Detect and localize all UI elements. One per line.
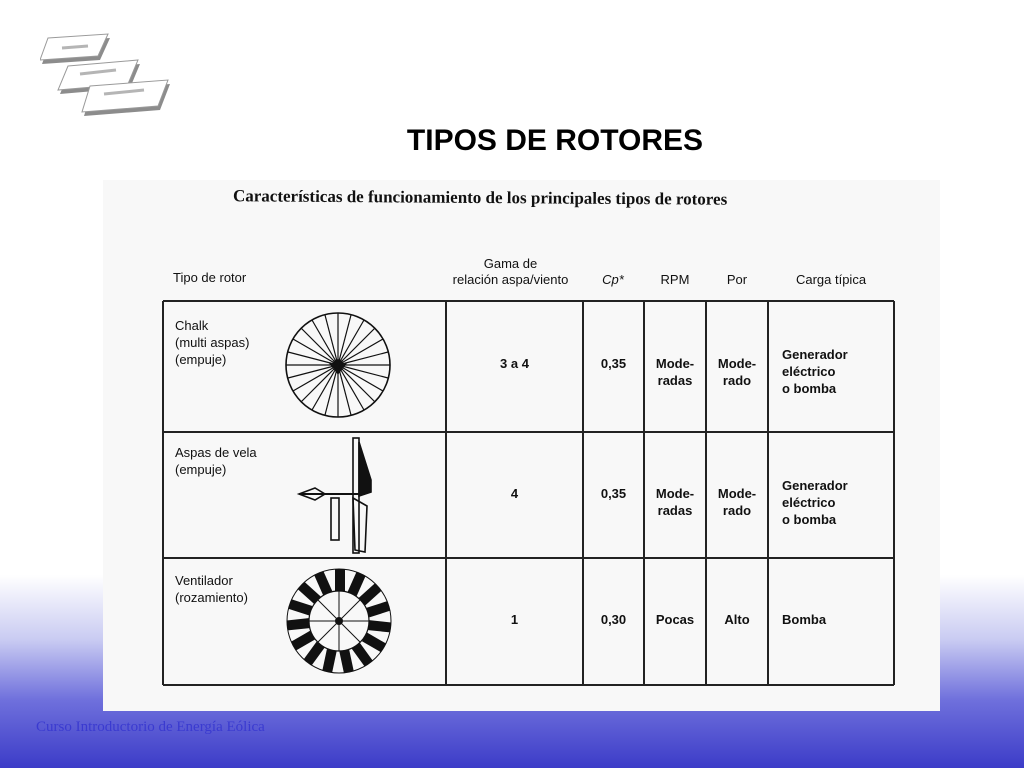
row3-carga	[782, 611, 826, 628]
footer-course-name: Curso Introductorio de Energía Eólica	[36, 719, 265, 735]
row3-gama: 1	[510, 612, 519, 627]
row1-name	[175, 317, 249, 368]
row2-carga-line3: o bomba	[782, 512, 837, 527]
row2-name	[175, 444, 257, 478]
row3-name-line1: Ventilador	[175, 573, 233, 588]
row2-rpm	[644, 485, 706, 519]
row1-rpm	[644, 355, 706, 389]
row3-por	[706, 611, 768, 628]
row2-por	[706, 485, 768, 519]
row1-name-line1: Chalk	[175, 318, 209, 333]
row1-rpm-line2: radas	[657, 373, 693, 388]
row3-name-line2: (rozamiento)	[175, 590, 248, 605]
sail-rotor-icon	[299, 438, 371, 553]
slide-title: TIPOS DE ROTORES	[406, 124, 704, 157]
row1-rpm-line1: Mode-	[655, 356, 695, 371]
table-caption: Características de funcionamiento de los principales tipos de rotores	[232, 186, 728, 209]
row2-carga-line1: Generador	[782, 478, 848, 493]
row2-carga	[782, 477, 848, 528]
row1-cp: 0,35	[600, 356, 627, 371]
header-por: Por	[726, 272, 748, 287]
rotor-table-scan	[103, 180, 940, 711]
row3-name	[175, 572, 248, 606]
row2-carga-line2: eléctrico	[782, 495, 836, 510]
row1-gama: 3 a 4	[500, 356, 529, 371]
header-gama-line1: Gama de	[483, 256, 538, 271]
row1-carga-line1: Generador	[782, 347, 848, 362]
row3-cp: 0,30	[600, 612, 627, 627]
row3-rpm	[644, 611, 706, 628]
row2-por-line1: Mode-	[717, 486, 757, 501]
row2-gama: 4	[510, 486, 519, 501]
row2-name-line2: (empuje)	[175, 462, 227, 477]
header-carga: Carga típica	[795, 272, 867, 287]
row3-carga-line1: Bomba	[782, 612, 827, 627]
chalk-rotor-icon	[286, 313, 390, 417]
header-tipo: Tipo de rotor	[173, 270, 247, 285]
row2-cp: 0,35	[600, 486, 627, 501]
header-gama	[443, 256, 578, 288]
row2-rpm-line2: radas	[657, 503, 693, 518]
row1-por-line1: Mode-	[717, 356, 757, 371]
row1-carga-line2: eléctrico	[782, 364, 836, 379]
course-logo-icon	[40, 30, 180, 120]
row3-rpm-line1: Pocas	[655, 612, 695, 627]
row1-por	[706, 355, 768, 389]
row1-name-line2: (multi aspas)	[175, 335, 250, 350]
row3-por-line1: Alto	[724, 612, 750, 627]
fan-rotor-icon	[287, 569, 391, 673]
row1-por-line2: rado	[722, 373, 752, 388]
row2-por-line2: rado	[722, 503, 752, 518]
row2-rpm-line1: Mode-	[655, 486, 695, 501]
header-cp: Cp*	[602, 272, 624, 287]
header-rpm: RPM	[660, 272, 690, 287]
header-gama-line2: relación aspa/viento	[452, 272, 569, 287]
row1-carga-line3: o bomba	[782, 381, 837, 396]
row1-carga	[782, 346, 848, 397]
row1-name-line3: (empuje)	[175, 352, 227, 367]
row2-name-line1: Aspas de vela	[175, 445, 257, 460]
